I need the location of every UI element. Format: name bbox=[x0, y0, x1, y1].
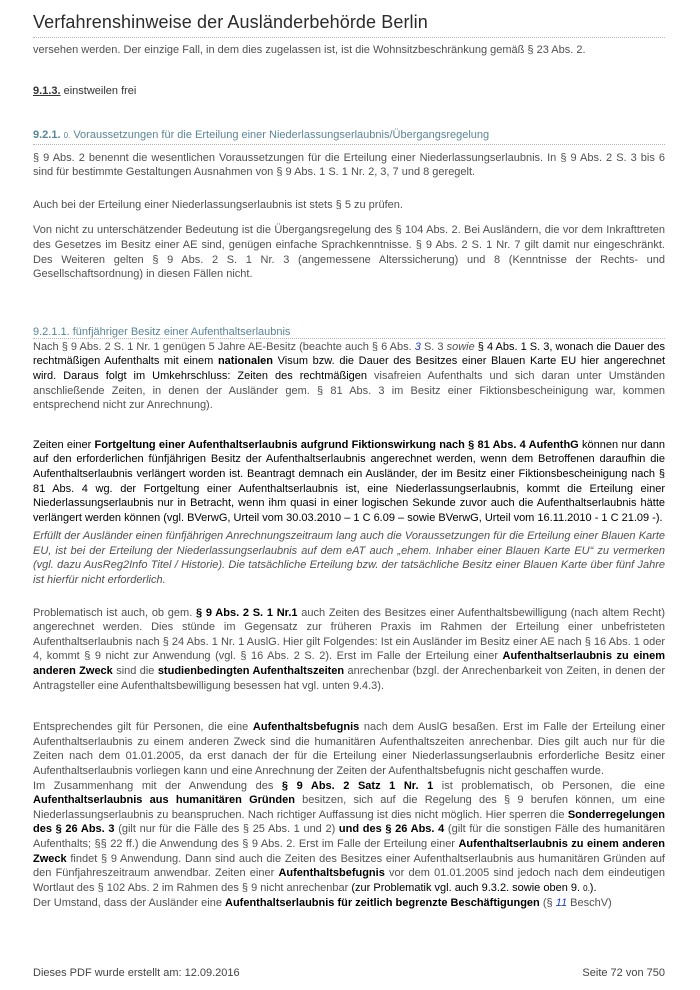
intro-paragraph: versehen werden. Der einzige Fall, in dem dies zugelassen ist, ist die Wohnsitzbeschränkung gemäß § 23 Abs. 2. bbox=[33, 44, 586, 56]
p4-part-f: studienbedingten Aufenthaltszeiten bbox=[157, 665, 345, 678]
document-title: Verfahrenshinweise der Ausländerbehörde Berlin bbox=[33, 12, 428, 32]
section-9-2-1-1-paragraph-5 bbox=[33, 720, 665, 778]
section-9-2-1-heading bbox=[33, 129, 665, 145]
p2-part-c: können nur dann auf den erforderlichen fünfjährigen Besitz der Aufenthaltserlaubnis angerechnet werden, wenn dem Betroffenen daraufhin die Aufenthaltserlaubnis verlängert worden ist. Beantragt demnach ein Ausländer, der im Besitz einer Fiktionsbescheinigung nach § 81 Abs. 4 wg. der Fortgeltung einer Aufenthaltserlaubnis ist, eine Niederlassungserlaubnis, kommt die Erteilung einer Niederlassungserlaubnis nur in Betracht, wenn ihm quasi in einer logischen Sekunde zuvor auch die Aufenthaltserlaubnis hätte verlängert werden können (vgl. BVerwG, Urteil vom 30.03.2010 – 1 C 6.09 – sowie BVerwG, Urteil vom 16.11.2010 - 1 C 21.09 -). bbox=[33, 438, 665, 524]
p1-link-3[interactable]: 3 bbox=[414, 340, 421, 353]
p6-part-d: Aufenthaltserlaubnis aus humanitären Gründen bbox=[33, 794, 295, 807]
p5-part-c: nach dem AuslG besaßen. Erst im Falle der Erteilung einer Aufenthaltserlaubnis zu einem anderen Zweck sind die humanitären Aufenthaltszeiten anrechenbar. Dies gilt auch nur für die Zeiten nach dem 01.01.2005, da erst danach der für die Erteilung einer Niederlassungserlaubnis erforderliche Besitz einer Aufenthaltserlaubnis vorliegen kann und eine Anrechnung der Zeiten der Aufenthaltsbefugnis nicht geschaffen wurde. bbox=[33, 721, 665, 777]
section-9-2-1-1-heading: 9.2.1.1. fünfjähriger Besitz einer Aufenthaltserlaubnis bbox=[33, 326, 665, 339]
p7-link-11[interactable]: 11 bbox=[555, 897, 568, 910]
p6-part-i: (gilt für die sonstigen Fälle des humanitären Aufenthalts; §§ 22 ff.) die Anwendung des § 9 Abs. 2. Erst im Falle der Erteilung einer bbox=[33, 823, 665, 850]
p5-part-a: Entsprechendes gilt für Personen, die eine bbox=[33, 721, 253, 734]
footer-page-number: Seite 72 von 750 bbox=[582, 967, 665, 979]
p6-part-l: Aufenthaltsbefugnis bbox=[278, 867, 385, 880]
p6-part-k: findet § 9 Anwendung. Dann sind auch die Zeiten des Besitzes einer Aufenthaltserlaubnis aus humanitären Gründen auf den Fünfjahreszeitraum anwendbar. Zeiten einer bbox=[33, 852, 665, 880]
section-9-1-3-number-link[interactable]: 9.1.3. bbox=[33, 84, 61, 97]
p2-part-b: Fortgeltung einer Aufenthaltserlaubnis aufgrund Fiktionswirkung nach § 81 Abs. 4 AufenthG bbox=[94, 438, 579, 451]
p7-part-a: Der Umstand, dass der Ausländer eine bbox=[33, 897, 225, 910]
section-9-2-1-marker: 0. bbox=[63, 130, 71, 140]
p6-part-a: Im Zusammenhang mit der Anwendung des bbox=[33, 779, 282, 792]
section-9-2-1-1-paragraph-7 bbox=[33, 896, 665, 911]
p1-part-d: § 4 Abs. 1 S. 3, wonach die Dauer des rechtmäßigen Aufenthalts mit einem bbox=[33, 340, 665, 368]
p5-part-b: Aufenthaltsbefugnis bbox=[252, 721, 360, 734]
section-9-2-1-title: Voraussetzungen für die Erteilung einer Niederlassungserlaubnis/Übergangsregelung bbox=[73, 128, 490, 141]
p1-part-c: sowie bbox=[446, 340, 475, 353]
p6-part-n: (zur Problematik vgl. auch 9.3.2. sowie oben 9. bbox=[348, 881, 584, 894]
document-body bbox=[33, 41, 665, 911]
p2-part-a: Zeiten einer bbox=[33, 438, 95, 451]
p1-part-f: Visum bzw. die Dauer des Besitzes einer Blauen Karte EU hier angerechnet wird. Daraus folgt im Umkehrschluss: Zeiten des rechtmäßigen bbox=[33, 355, 666, 382]
section-9-2-1-paragraph-1: § 9 Abs. 2 benennt die wesentlichen Voraussetzungen für die Erteilung einer Niederlassungserlaubnis. In § 9 Abs. 2 S. 3 bis 6 sind für bestimmte Gestaltungen Ausnahmen von § 9 Abs. 1 S. 1 Nr. 2, 3, 7 und 8 geregelt. bbox=[33, 151, 665, 179]
section-9-2-1-1-paragraph-2 bbox=[33, 438, 665, 526]
page-footer bbox=[33, 967, 665, 979]
header-divider bbox=[33, 37, 665, 38]
p1-part-b: S. 3 bbox=[420, 340, 447, 353]
p7-part-d: BeschV) bbox=[567, 897, 612, 910]
section-9-2-1-number: 9.2.1. bbox=[33, 128, 61, 141]
p4-part-a: Problematisch ist auch, ob gem. bbox=[33, 606, 196, 619]
p4-part-c: auch Zeiten des Besitzes einer Aufenthaltsbewilligung (nach altem Recht) angerechnet werden. Dies stünde im Gegensatz zur früheren Praxis im Rahmen der Erteilung einer unbefristeten Aufenthaltserlaubnis nach § 24 Abs. 1 Nr. 1 AuslG. Hier gilt Folgendes: Ist ein Ausländer im Besitz einer AE nach § 16 Abs. 1 oder 4, kommt § 9 nicht zur Anwendung (vgl. § 16 Abs. 2 S. 2). Erst im Falle der Erteilung einer bbox=[33, 606, 665, 663]
p6-part-o: 0. bbox=[583, 883, 590, 893]
p4-part-e: sind die bbox=[112, 665, 158, 678]
section-9-2-1-1-paragraph-3: Erfüllt der Ausländer einen fünfjährigen Anrechnungszeitraum lang auch die Voraussetzungen für die Erteilung einer Blauen Karte EU, ist bei der Erteilung der Niederlassungserlaubnis auf dem eAT auch „ehem. Inhaber einer Blauen Karte EU“ zu vermerken (vgl. dazu AusReg2Info Titel / Historie). Die tatsächliche Erteilung bzw. der tatsächliche Besitz einer Blauen Karte über fünf Jahre ist hierfür nicht erforderlich. bbox=[33, 530, 665, 587]
p6-part-c: ist problematisch, ob Personen, die eine bbox=[433, 779, 666, 792]
p4-part-g: anrechenbar (bzgl. der Anrechenbarkeit von Zeiten, in denen der Antragsteller eine Aufenthaltsbewilligung besessen hat vgl. unten 9.4.3). bbox=[33, 665, 665, 692]
p1-part-e: nationalen bbox=[217, 355, 273, 368]
p6-part-g: (gilt nur für die Fälle des § 25 Abs. 1 und 2) bbox=[114, 823, 339, 836]
p6-part-j: Aufenthaltserlaubnis zu einem anderen Zweck bbox=[33, 837, 666, 865]
p6-part-h: und des § 26 Abs. 4 bbox=[338, 823, 445, 836]
p1-part-g: visafreien Aufenthalts und sich daran unter Umständen anschließende Zeiten, in denen der Ausländer gem. § 81 Abs. 3 im Besitz einer Fiktionsbescheinigung war, kommen entsprechend nicht zur Anrechnung). bbox=[33, 369, 665, 412]
p6-part-m: vor dem 01.01.2005 sind jedoch nach dem eindeutigen Wortlaut des § 102 Abs. 2 im Rahmen des § 9 nicht anrechenbar bbox=[33, 867, 665, 894]
p7-part-b: Aufenthaltserlaubnis für zeitlich begrenzte Beschäftigungen bbox=[225, 897, 540, 910]
section-9-2-1-1-paragraph-6 bbox=[33, 779, 665, 897]
p6-part-f: Sonderregelungen des § 26 Abs. 3 bbox=[33, 808, 665, 836]
section-9-2-1-1-paragraph-1 bbox=[33, 340, 665, 413]
section-9-2-1-paragraph-3: Von nicht zu unterschätzender Bedeutung ist die Übergangsregelung des § 104 Abs. 2. Bei Ausländern, die vor dem Inkrafttreten des Gesetzes im Besitz einer AE sind, genügen einfache Sprachkenntnisse. § 9 Abs. 2 S. 1 Nr. 7 gilt damit nur eingeschränkt. Des Weiteren gelten § 9 Abs. 2 S. 1 Nr. 3 (angemessene Alterssicherung) und 8 (Kenntnisse der Rechts- und Gesellschaftsordnung) in diesen Fällen nicht. bbox=[33, 224, 665, 281]
p7-part-c: (§ bbox=[539, 897, 556, 910]
section-9-1-3 bbox=[33, 85, 665, 97]
p6-part-e: besitzen, sich auf die Regelung des § 9 berufen können, um eine Niederlassungserlaubnis zu beanspruchen. Nach richtiger Auffassung ist dies nicht möglich. Hier sperren die bbox=[33, 794, 666, 821]
p6-part-b: § 9 Abs. 2 Satz 1 Nr. 1 bbox=[281, 779, 434, 792]
section-9-1-3-text: einstweilen frei bbox=[63, 84, 137, 97]
footer-created-date: Dieses PDF wurde erstellt am: 12.09.2016 bbox=[33, 967, 240, 979]
p1-part-a: Nach § 9 Abs. 2 S. 1 Nr. 1 genügen 5 Jahre AE-Besitz (beachte auch § 6 Abs. bbox=[33, 340, 415, 353]
section-9-2-1-paragraph-2: Auch bei der Erteilung einer Niederlassungserlaubnis ist stets § 5 zu prüfen. bbox=[33, 198, 403, 211]
p6-part-p: ). bbox=[589, 881, 597, 894]
p4-part-b: § 9 Abs. 2 S. 1 Nr.1 bbox=[195, 606, 298, 619]
p4-part-d: Aufenthaltserlaubnis zu einem anderen Zweck bbox=[33, 650, 665, 678]
section-9-2-1-1-paragraph-4 bbox=[33, 606, 665, 694]
